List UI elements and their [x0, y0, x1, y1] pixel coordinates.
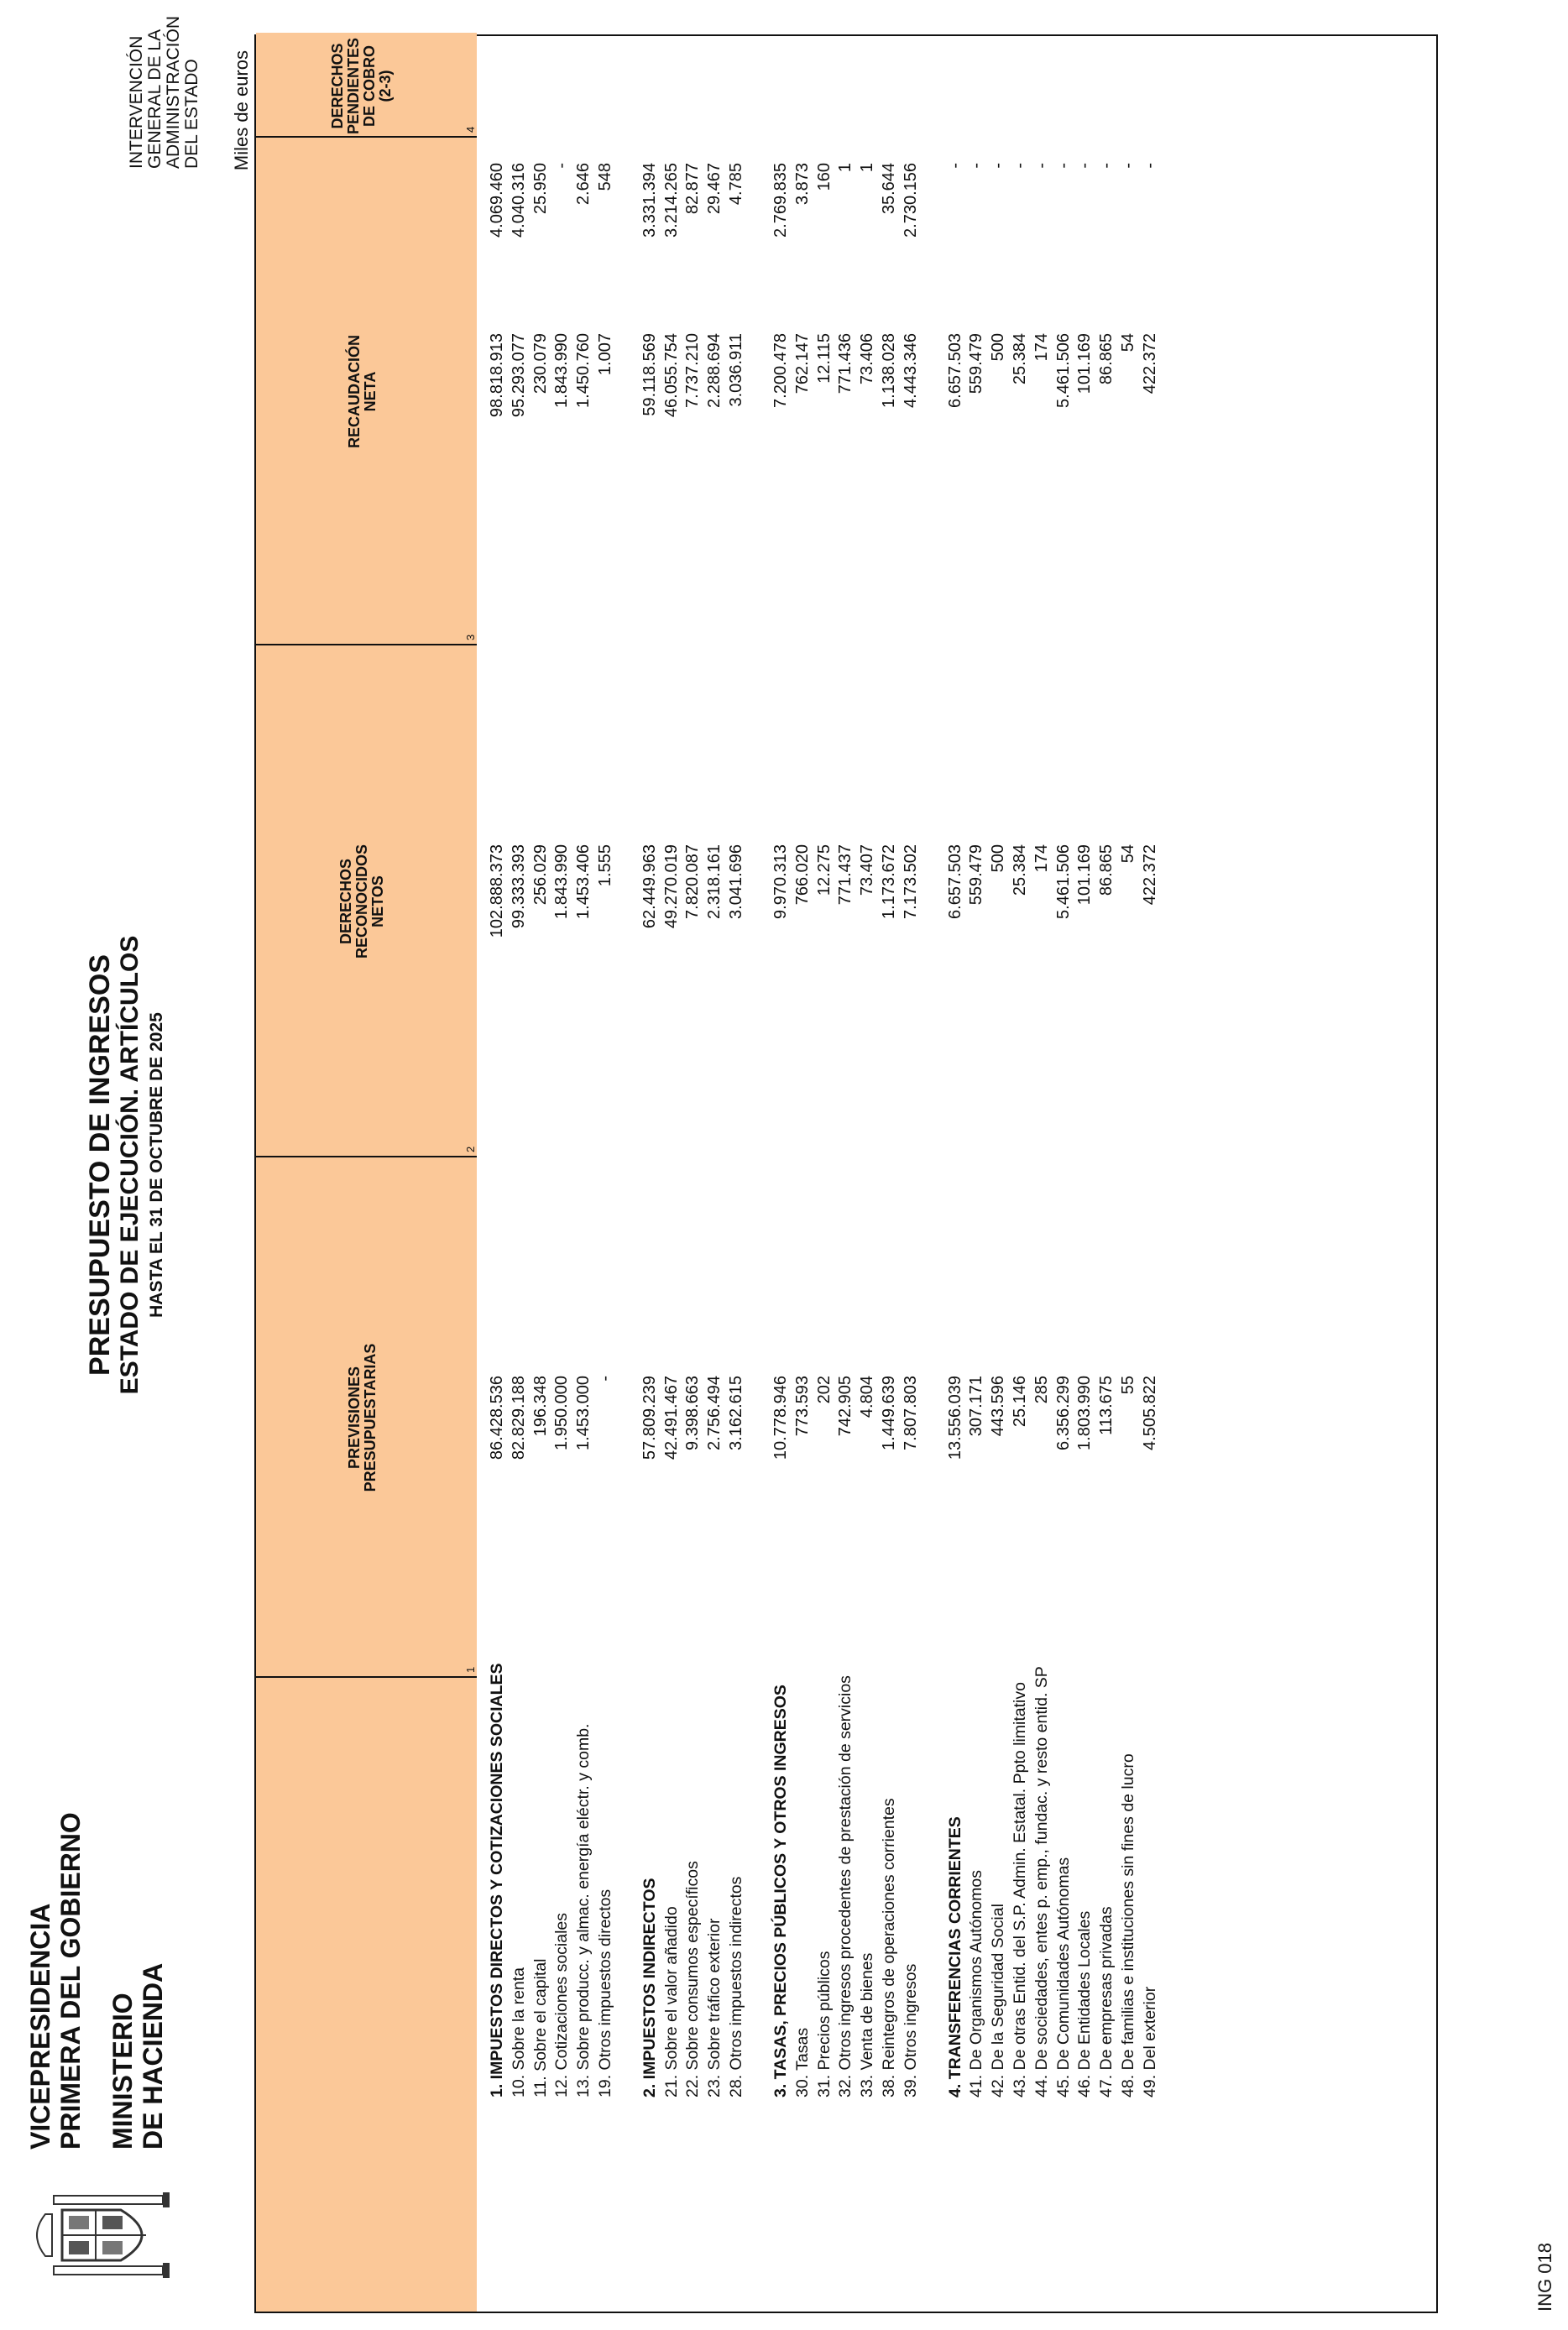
table-row-label: 49. Del exterior: [1140, 1986, 1159, 2098]
column-header-line: PRESUPUESTARIAS: [362, 1343, 379, 1492]
group-total-cell: 59.118.569: [640, 333, 659, 416]
table-row-label: 22. Sobre consumos específicos: [683, 1861, 703, 2098]
table-row-label: 44. De sociedades, entes p. emp., fundac. y resto entid. SP: [1032, 1666, 1051, 2098]
table-cell: 113.675: [1097, 1376, 1116, 1435]
table-cell: 773.593: [792, 1376, 812, 1437]
table-cell: 3.873: [792, 163, 812, 206]
group-total-cell: -: [945, 163, 964, 169]
table-cell: 1.843.990: [552, 333, 572, 408]
table-cell: 771.436: [836, 333, 855, 394]
table-cell: 1.007: [596, 333, 614, 376]
table-cell: 160: [814, 163, 834, 191]
table-cell: 82.829.188: [509, 1376, 528, 1460]
table-row-label: 33. Venta de bienes: [858, 1952, 877, 2098]
table-cell: 548: [596, 163, 614, 191]
page-subtitle: ESTADO DE EJECUCIÓN. ARTÍCULOS: [116, 935, 144, 1395]
table-cell: 82.877: [683, 163, 703, 215]
group-total-cell: 2.769.835: [771, 163, 790, 238]
table-row-label: 11. Sobre el capital: [531, 1958, 550, 2098]
table-cell: 202: [814, 1376, 834, 1404]
table-cell: 25.950: [531, 163, 550, 215]
table-cell: 1.843.990: [552, 844, 572, 919]
column-number: 3: [464, 634, 477, 640]
table-cell: 1.803.990: [1075, 1376, 1095, 1450]
igae-name: INTERVENCIÓN GENERAL DE LA ADMINISTRACIÓN DEL ESTADO: [127, 15, 201, 169]
table-cell: -: [552, 163, 572, 169]
table-cell: 5.461.506: [1053, 844, 1073, 919]
table-cell: -: [1097, 163, 1116, 169]
table-cell: 7.737.210: [683, 333, 703, 408]
table-cell: 443.596: [989, 1376, 1008, 1437]
table-cell: 174: [1032, 844, 1051, 873]
table-cell: 559.479: [967, 333, 986, 394]
table-cell: 4.804: [858, 1376, 877, 1418]
table-row-label: 38. Reintegros de operaciones corrientes: [879, 1798, 898, 2098]
table-cell: 285: [1032, 1376, 1051, 1404]
table-cell: 35.644: [879, 163, 898, 215]
table-row-label: 48. De familias e instituciones sin fines de lucro: [1119, 1753, 1138, 2098]
table-cell: 7.807.803: [901, 1376, 920, 1450]
group-total-cell: 62.449.963: [640, 844, 659, 929]
table-cell: 12.275: [814, 844, 834, 896]
table-cell: -: [1011, 163, 1030, 169]
table-cell: 307.171: [967, 1376, 986, 1437]
table-cell: 7.173.502: [901, 844, 920, 919]
column-header-line: (2-3): [377, 70, 394, 102]
table-cell: 1: [858, 163, 877, 173]
table-row-label: 28. Otros impuestos indirectos: [727, 1876, 746, 2098]
table-cell: 73.406: [858, 333, 877, 385]
table-row-label: 31. Precios públicos: [814, 1951, 834, 2098]
table-cell: 559.479: [967, 844, 986, 906]
units-label: Miles de euros: [231, 50, 252, 171]
column-header-line: RECONOCIDOS: [353, 844, 370, 959]
table-cell: 42.491.467: [661, 1376, 681, 1460]
table-cell: 2.756.494: [705, 1376, 724, 1450]
group-total-cell: 57.809.239: [640, 1376, 659, 1460]
table-cell: 1.950.000: [552, 1376, 572, 1450]
table-cell: 12.115: [814, 333, 834, 384]
column-header-line: RECAUDACIÓN: [346, 335, 363, 448]
table-cell: -: [1032, 163, 1051, 169]
table-cell: 54: [1119, 844, 1138, 864]
table-cell: 2.646: [574, 163, 593, 206]
column-header-line: DE COBRO: [361, 45, 378, 128]
table-cell: 422.372: [1140, 844, 1159, 906]
table-cell: 49.270.019: [661, 844, 681, 929]
group-total-cell: 10.778.946: [771, 1376, 790, 1460]
group-title: 3. TASAS, PRECIOS PÚBLICOS Y OTROS INGRESOS: [771, 1685, 790, 2098]
table-row-label: 30. Tasas: [792, 2027, 812, 2098]
table-cell: 101.169: [1075, 333, 1095, 394]
group-total-cell: 7.200.478: [771, 333, 790, 408]
table-cell: 95.293.077: [509, 333, 528, 418]
group-total-cell: 13.556.039: [945, 1376, 964, 1460]
table-cell: 25.146: [1011, 1376, 1030, 1428]
column-header-line: NETOS: [369, 875, 386, 927]
table-cell: 86.865: [1097, 333, 1116, 385]
table-row-label: 41. De Organismos Autónomos: [967, 1870, 986, 2098]
table-cell: 29.467: [705, 163, 724, 215]
table-cell: -: [989, 163, 1008, 169]
table-cell: 1.173.672: [879, 844, 898, 919]
table-cell: 99.333.393: [509, 844, 528, 929]
table-cell: 55: [1119, 1376, 1138, 1395]
table-cell: 3.041.696: [727, 844, 746, 919]
column-header: [347, 138, 379, 645]
group-total-cell: 86.428.536: [488, 1376, 506, 1460]
column-header: [338, 645, 386, 1157]
ministry-name: MINISTERIO DE HACIENDA: [107, 1962, 168, 2150]
date-line: HASTA EL 31 DE OCTUBRE DE 2025: [147, 1012, 166, 1318]
page-title: PRESUPUESTO DE INGRESOS: [84, 954, 116, 1376]
table-cell: 500: [989, 844, 1008, 873]
table-cell: 1.449.639: [879, 1376, 898, 1450]
table-cell: 4.785: [727, 163, 746, 206]
table-row-label: 10. Sobre la renta: [509, 1967, 528, 2098]
table-cell: 230.079: [531, 333, 550, 394]
group-total-cell: 3.331.394: [640, 163, 659, 238]
table-cell: 1.453.406: [574, 844, 593, 919]
table-cell: 3.036.911: [727, 333, 746, 407]
table-cell: 1: [836, 163, 855, 173]
group-total-cell: 6.657.503: [945, 333, 964, 408]
table-cell: 9.398.663: [683, 1376, 703, 1450]
column-number: 1: [464, 1666, 477, 1673]
column-header-line: NETA: [362, 371, 379, 412]
group-total-cell: 4.069.460: [488, 163, 506, 238]
table-cell: 742.905: [836, 1376, 855, 1437]
table-cell: 6.356.299: [1053, 1376, 1073, 1450]
group-total-cell: 9.970.313: [771, 844, 790, 919]
table-row-label: 19. Otros impuestos directos: [596, 1889, 614, 2098]
table-cell: 3.214.265: [661, 163, 681, 238]
table-row-label: 47. De empresas privadas: [1097, 1906, 1116, 2098]
table-cell: 7.820.087: [683, 844, 703, 919]
table-row-label: 32. Otros ingresos procedentes de prestación de servicios: [836, 1675, 855, 2098]
table-cell: 1.555: [596, 844, 614, 887]
table-cell: 2.288.694: [705, 333, 724, 408]
table-cell: 3.162.615: [727, 1376, 746, 1450]
table-cell: 256.029: [531, 844, 550, 906]
table-cell: 766.020: [792, 844, 812, 906]
table-cell: 196.348: [531, 1376, 550, 1437]
table-cell: 86.865: [1097, 844, 1116, 896]
column-header-line: PENDIENTES: [345, 37, 362, 135]
table-cell: -: [1119, 163, 1138, 169]
group-total-cell: 6.657.503: [945, 844, 964, 919]
table-cell: -: [1075, 163, 1095, 169]
table-cell: 5.461.506: [1053, 333, 1073, 408]
table-cell: 1.450.760: [574, 333, 593, 408]
column-header-line: DERECHOS: [329, 43, 346, 129]
org-name: VICEPRESIDENCIA PRIMERA DEL GOBIERNO: [25, 1812, 86, 2150]
group-title: 4. TRANSFERENCIAS CORRIENTES: [945, 1816, 964, 2098]
table-cell: 762.147: [792, 333, 812, 394]
table-cell: 4.443.346: [901, 333, 920, 408]
table-row-label: 43. De otras Entid. del S.P. Admin. Estatal. Ppto limitativo: [1011, 1682, 1030, 2098]
table-cell: 1.453.000: [574, 1376, 593, 1450]
table-cell: 46.055.754: [661, 333, 681, 418]
table-cell: 2.730.156: [901, 163, 920, 238]
table-row-label: 45. De Comunidades Autónomas: [1053, 1857, 1073, 2098]
column-header-line: PREVISIONES: [346, 1366, 363, 1470]
table-row-label: 42. De la Seguridad Social: [989, 1904, 1008, 2098]
table-cell: 54: [1119, 333, 1138, 353]
group-total-cell: 102.888.373: [488, 844, 506, 938]
group-title: 2. IMPUESTOS INDIRECTOS: [640, 1878, 659, 2098]
table-cell: 422.372: [1140, 333, 1159, 394]
column-number: 4: [464, 126, 477, 133]
table-row-label: 39. Otros ingresos: [901, 1963, 920, 2098]
budget-table: [254, 34, 1438, 2313]
table-row-label: 13. Sobre producc. y almac. energía eléctr. y comb.: [574, 1723, 593, 2098]
column-header: [330, 34, 394, 138]
table-cell: -: [1140, 163, 1159, 169]
table-cell: -: [1053, 163, 1073, 169]
group-total-cell: 98.818.913: [488, 333, 506, 418]
column-header: [347, 1157, 379, 1678]
table-cell: 2.318.161: [705, 844, 724, 919]
table-cell: 174: [1032, 333, 1051, 362]
table-row-label: 21. Sobre el valor añadido: [661, 1906, 681, 2098]
table-cell: 101.169: [1075, 844, 1095, 906]
column-number: 2: [464, 1146, 477, 1152]
table-row-label: 46. De Entidades Locales: [1075, 1910, 1095, 2098]
table-row-label: 12. Cotizaciones sociales: [552, 1912, 572, 2098]
group-title: 1. IMPUESTOS DIRECTOS Y COTIZACIONES SOCIALES: [488, 1663, 506, 2098]
table-cell: 500: [989, 333, 1008, 362]
table-cell: -: [967, 163, 986, 169]
table-cell: 1.138.028: [879, 333, 898, 408]
table-cell: 25.384: [1011, 844, 1030, 896]
table-cell: 73.407: [858, 844, 877, 896]
table-cell: 771.437: [836, 844, 855, 906]
doc-code: ING 018: [1534, 2243, 1555, 2312]
column-header-line: DERECHOS: [337, 859, 354, 945]
table-cell: 4.505.822: [1140, 1376, 1159, 1450]
table-cell: 4.040.316: [509, 163, 528, 238]
table-cell: -: [596, 1376, 614, 1382]
table-cell: 25.384: [1011, 333, 1030, 385]
table-row-label: 23. Sobre tráfico exterior: [705, 1918, 724, 2098]
